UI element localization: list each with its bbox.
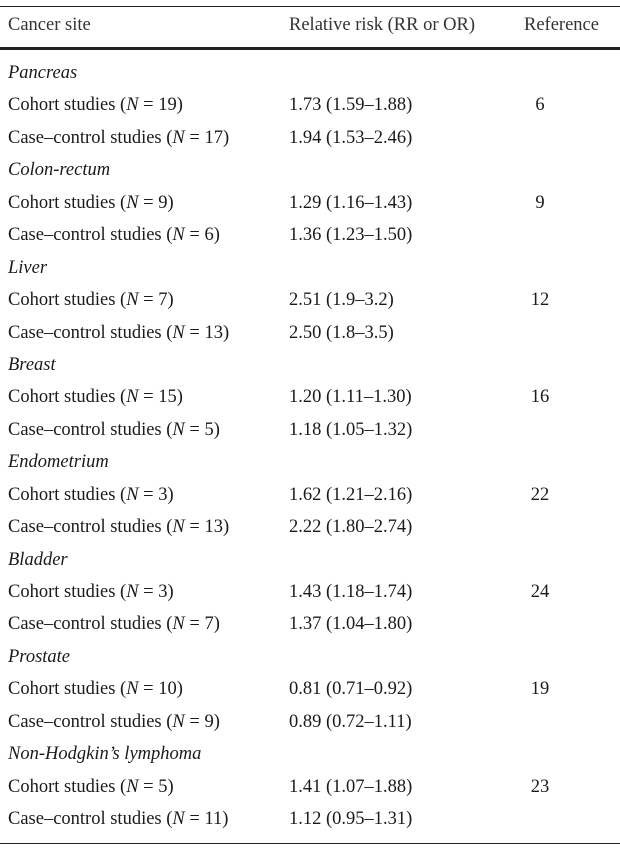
table-header bbox=[0, 12, 620, 42]
relative-risk-value: 1.62 (1.21–2.16) bbox=[289, 484, 413, 505]
study-type-label: Case–control studies (N = 11) bbox=[8, 809, 229, 830]
relative-risk-value: 1.20 (1.11–1.30) bbox=[289, 387, 412, 408]
case-control-studies-row bbox=[0, 511, 620, 543]
relative-risk-value: 0.81 (0.71–0.92) bbox=[289, 679, 413, 700]
relative-risk-value: 1.36 (1.23–1.50) bbox=[289, 225, 413, 246]
study-type-label: Cohort studies (N = 3) bbox=[8, 582, 174, 602]
study-type-label: Case–control studies (N = 9) bbox=[8, 711, 220, 732]
study-type-label: Cohort studies (N = 3) bbox=[8, 484, 174, 505]
cancer-site-label: Endometrium bbox=[8, 452, 109, 473]
site-row bbox=[0, 641, 620, 673]
study-type-label: Cohort studies (N = 9) bbox=[8, 192, 174, 213]
relative-risk-value: 2.50 (1.8–3.5) bbox=[289, 322, 394, 343]
case-control-studies-row bbox=[0, 803, 620, 835]
case-control-studies-row bbox=[0, 608, 620, 640]
study-type-label: Case–control studies (N = 13) bbox=[8, 517, 230, 538]
site-row bbox=[0, 154, 620, 186]
relative-risk-value: 1.41 (1.07–1.88) bbox=[289, 776, 413, 797]
reference-number: 22 bbox=[530, 484, 550, 505]
top-rule bbox=[0, 6, 620, 7]
case-control-studies-row bbox=[0, 122, 620, 154]
study-type-label: Cohort studies (N = 10) bbox=[8, 679, 183, 700]
reference-number: 23 bbox=[530, 776, 550, 797]
header-reference: Reference bbox=[524, 15, 599, 35]
relative-risk-value: 1.12 (0.95–1.31) bbox=[289, 809, 413, 830]
cohort-studies-row bbox=[0, 187, 620, 219]
study-type-label: Cohort studies (N = 15) bbox=[8, 387, 183, 408]
cohort-studies-row bbox=[0, 576, 620, 608]
relative-risk-value: 0.89 (0.72–1.11) bbox=[289, 711, 412, 732]
reference-number: 6 bbox=[535, 95, 545, 116]
table-body bbox=[0, 57, 620, 836]
cohort-studies-row bbox=[0, 381, 620, 413]
relative-risk-value: 1.43 (1.18–1.74) bbox=[289, 582, 413, 602]
cohort-studies-row bbox=[0, 479, 620, 511]
bottom-rule bbox=[0, 843, 620, 844]
site-row bbox=[0, 446, 620, 478]
case-control-studies-row bbox=[0, 414, 620, 446]
cancer-site-label: Prostate bbox=[8, 646, 71, 667]
site-row bbox=[0, 57, 620, 89]
cohort-studies-row bbox=[0, 771, 620, 803]
cohort-studies-row bbox=[0, 284, 620, 316]
relative-risk-value: 1.94 (1.53–2.46) bbox=[289, 127, 413, 148]
reference-number: 12 bbox=[530, 290, 550, 311]
study-type-label: Case–control studies (N = 5) bbox=[8, 419, 220, 440]
case-control-studies-row bbox=[0, 706, 620, 738]
site-row bbox=[0, 349, 620, 381]
header-cancer-site: Cancer site bbox=[8, 15, 91, 35]
site-row bbox=[0, 738, 620, 770]
cancer-site-label: Liver bbox=[8, 257, 48, 278]
study-type-label: Case–control studies (N = 6) bbox=[8, 225, 220, 246]
case-control-studies-row bbox=[0, 317, 620, 349]
reference-number: 24 bbox=[530, 582, 550, 602]
cohort-studies-row bbox=[0, 89, 620, 121]
study-type-label: Case–control studies (N = 13) bbox=[8, 322, 230, 343]
header-rule bbox=[0, 47, 620, 50]
relative-risk-value: 2.22 (1.80–2.74) bbox=[289, 517, 413, 538]
relative-risk-value: 1.18 (1.05–1.32) bbox=[289, 419, 413, 440]
study-type-label: Cohort studies (N = 5) bbox=[8, 776, 174, 797]
relative-risk-value: 1.29 (1.16–1.43) bbox=[289, 192, 413, 213]
cancer-site-label: Bladder bbox=[8, 549, 68, 570]
reference-number: 9 bbox=[535, 192, 545, 213]
study-type-label: Case–control studies (N = 7) bbox=[8, 614, 220, 635]
relative-risk-value: 1.73 (1.59–1.88) bbox=[289, 95, 413, 116]
case-control-studies-row bbox=[0, 219, 620, 251]
cohort-studies-row bbox=[0, 673, 620, 705]
relative-risk-value: 2.51 (1.9–3.2) bbox=[289, 290, 394, 311]
site-row bbox=[0, 544, 620, 576]
relative-risk-value: 1.37 (1.04–1.80) bbox=[289, 614, 413, 635]
header-relative-risk: Relative risk (RR or OR) bbox=[289, 15, 476, 35]
reference-number: 19 bbox=[530, 679, 550, 700]
study-type-label: Cohort studies (N = 7) bbox=[8, 290, 174, 311]
cancer-site-label: Colon-rectum bbox=[8, 160, 111, 181]
study-type-label: Case–control studies (N = 17) bbox=[8, 127, 230, 148]
cancer-site-label: Breast bbox=[8, 354, 56, 375]
reference-number: 16 bbox=[530, 387, 550, 408]
site-row bbox=[0, 252, 620, 284]
study-type-label: Cohort studies (N = 19) bbox=[8, 95, 183, 116]
cancer-site-label: Pancreas bbox=[8, 63, 78, 83]
cancer-site-label: Non-Hodgkin’s lymphoma bbox=[8, 744, 202, 765]
